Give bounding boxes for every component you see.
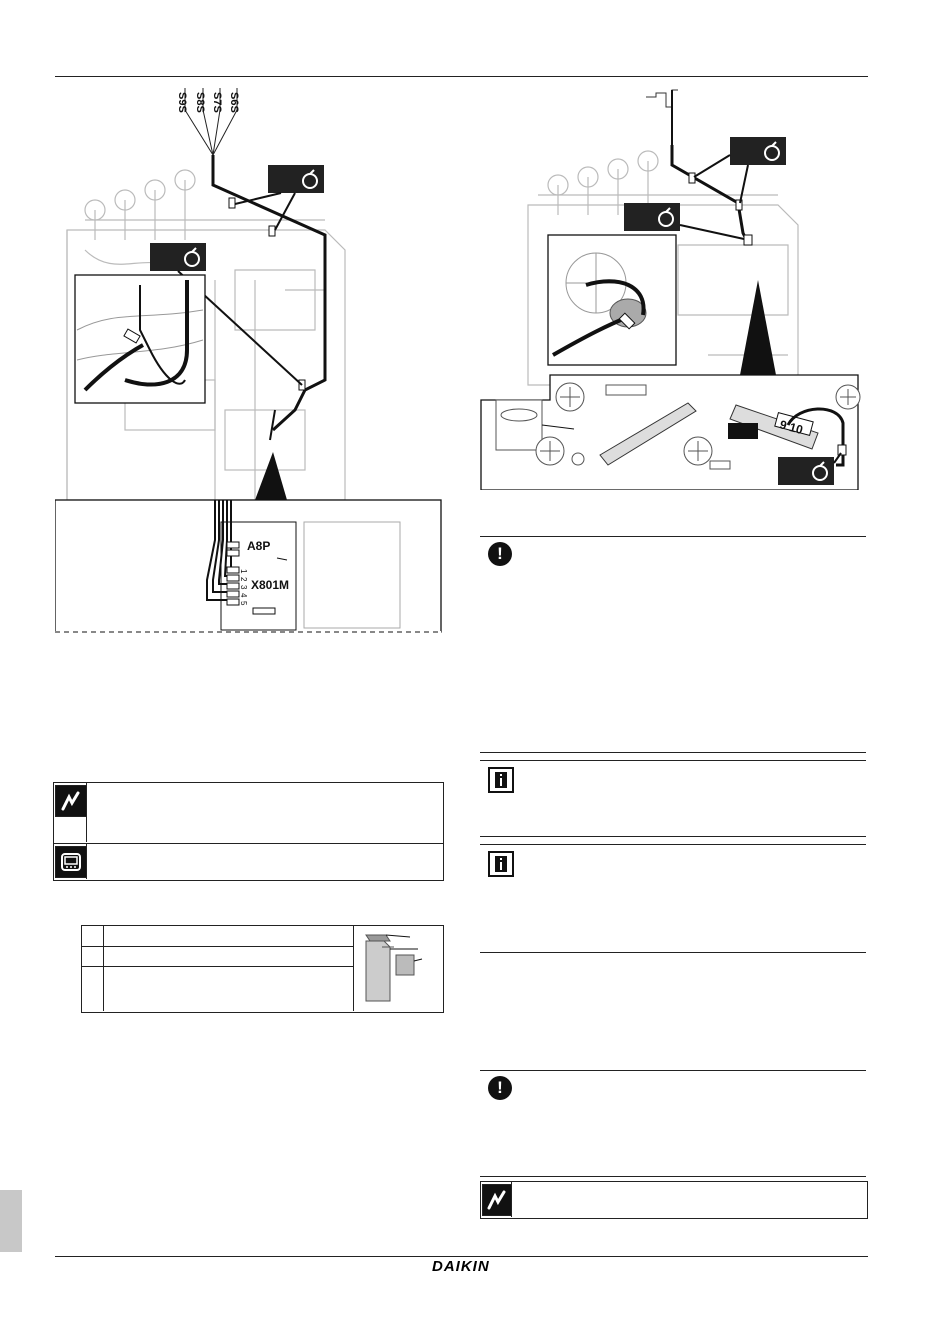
right-unit-illustration xyxy=(478,85,870,490)
terminal-number-9-10: 9 10 xyxy=(778,417,805,437)
wiring-note-box-right xyxy=(480,1181,868,1219)
notice-rule xyxy=(480,1176,866,1177)
parts-table-col-line xyxy=(103,925,104,1011)
terminal-number-4: 4 xyxy=(239,593,248,598)
info-icon xyxy=(488,851,514,877)
cable-gland-illustration xyxy=(356,927,440,1009)
wiring-note-divider-right xyxy=(511,1181,512,1217)
controller-note-box xyxy=(53,843,444,881)
header-rule xyxy=(55,76,868,77)
switch-label-s8s: S8S xyxy=(194,92,206,113)
exclamation-icon: ! xyxy=(488,1076,512,1100)
switch-label-s7s: S7S xyxy=(211,92,223,113)
switch-label-s9s: S9S xyxy=(176,92,188,113)
wiring-bolt-icon xyxy=(55,785,87,817)
notice-rule xyxy=(480,536,866,537)
terminal-number-3: 3 xyxy=(239,585,248,590)
parts-table-row-line xyxy=(81,946,353,947)
parts-table-col-line xyxy=(353,925,354,1011)
notice-rule xyxy=(480,836,866,837)
notice-rule xyxy=(480,952,866,953)
terminal-number-1: 1 xyxy=(239,569,248,574)
wiring-bolt-icon xyxy=(482,1184,512,1216)
notice-rule xyxy=(480,1070,866,1071)
board-label-a8p: A8P xyxy=(247,539,271,553)
info-icon xyxy=(488,767,514,793)
terminal-label-x801m: X801M xyxy=(251,578,290,592)
switch-labels xyxy=(176,92,240,113)
switch-label-s6s: S6S xyxy=(228,92,240,113)
exclamation-icon: ! xyxy=(488,542,512,566)
notice-rule xyxy=(480,752,866,753)
terminal-number-5: 5 xyxy=(239,601,248,606)
notice-rule xyxy=(480,760,866,761)
controller-note-divider xyxy=(86,843,87,879)
wiring-note-box xyxy=(53,782,444,844)
parts-table-row-line xyxy=(81,966,353,967)
wiring-note-divider xyxy=(86,782,87,842)
daikin-logo: DAIKIN xyxy=(432,1258,490,1275)
footer-rule xyxy=(55,1256,868,1257)
chapter-side-tab xyxy=(0,1190,22,1252)
terminal-number-2: 2 xyxy=(239,577,248,582)
user-interface-icon xyxy=(55,846,87,878)
notice-rule xyxy=(480,844,866,845)
left-unit-illustration xyxy=(55,80,445,635)
